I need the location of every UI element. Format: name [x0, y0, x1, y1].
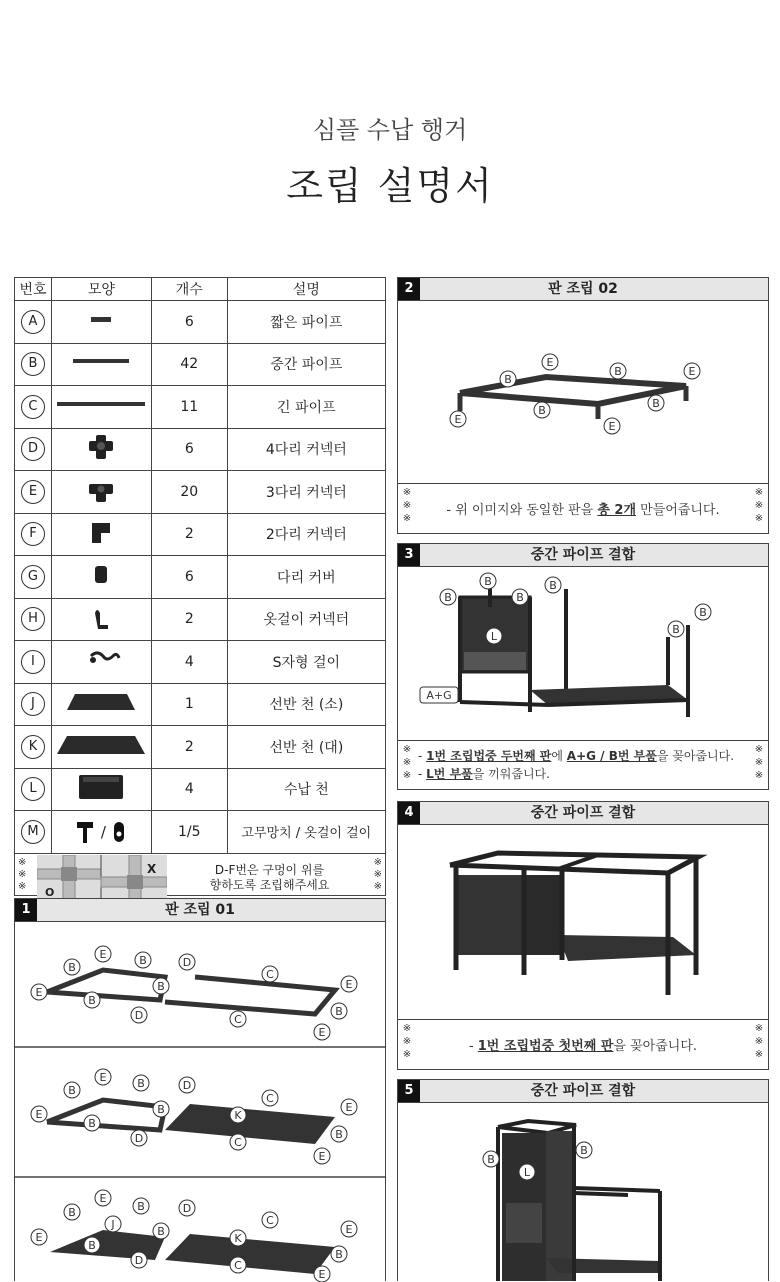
- part-id: F: [21, 522, 45, 546]
- middle-pipe-icon: [53, 347, 149, 377]
- svg-text:E: E: [345, 1101, 353, 1114]
- storage-cloth-icon: [53, 771, 149, 803]
- table-row: [15, 428, 386, 471]
- part-count: 1/5: [151, 811, 227, 854]
- col-count: 개수: [151, 278, 227, 301]
- table-row: [15, 811, 386, 854]
- svg-text:E: E: [345, 978, 353, 991]
- table-row: [15, 343, 386, 386]
- step-5-panel: [397, 1079, 769, 1281]
- svg-text:B: B: [538, 404, 546, 417]
- page-title: 조립 설명서: [286, 164, 494, 208]
- s-hook-icon: [53, 644, 149, 676]
- step-4-header: [398, 802, 768, 825]
- short-pipe-icon: [53, 305, 149, 335]
- note-marks: ※ ※ ※: [18, 856, 27, 892]
- part-count: 6: [151, 428, 227, 471]
- step-5-diagram: [398, 1103, 768, 1281]
- svg-text:B: B: [504, 373, 512, 386]
- step-1-diagram: [15, 922, 385, 1282]
- part-desc: 긴 파이프: [227, 386, 385, 429]
- connector-note-row: [15, 853, 386, 896]
- part-desc: 2다리 커넥터: [227, 513, 385, 556]
- svg-text:B: B: [68, 1084, 76, 1097]
- step-2-header: [398, 278, 768, 301]
- svg-text:C: C: [234, 1013, 242, 1026]
- part-id: L: [21, 777, 45, 801]
- long-pipe-icon: [53, 390, 149, 420]
- svg-text:D: D: [134, 1009, 144, 1022]
- svg-text:B: B: [580, 1144, 588, 1157]
- part-count: 4: [151, 641, 227, 684]
- svg-text:L: L: [490, 630, 498, 643]
- svg-text:E: E: [35, 1108, 43, 1121]
- svg-text:E: E: [688, 365, 696, 378]
- svg-text:B: B: [335, 1248, 343, 1261]
- svg-text:E: E: [546, 356, 554, 369]
- step-number: 1: [15, 899, 37, 921]
- large-shelf-cloth-icon: [53, 729, 149, 761]
- table-row: [15, 641, 386, 684]
- svg-text:B: B: [516, 591, 524, 604]
- part-id: J: [21, 692, 45, 716]
- table-row: [15, 683, 386, 726]
- svg-text:B: B: [137, 1077, 145, 1090]
- step-4-panel: [397, 801, 769, 1070]
- part-desc: 4다리 커넥터: [227, 428, 385, 471]
- svg-text:E: E: [345, 1223, 353, 1236]
- part-desc: 선반 천 (소): [227, 683, 385, 726]
- part-desc: S자형 걸이: [227, 641, 385, 684]
- svg-text:B: B: [88, 1239, 96, 1252]
- svg-text:B: B: [157, 1225, 165, 1238]
- table-header: [15, 278, 386, 301]
- table-row: [15, 386, 386, 429]
- part-desc: 짧은 파이프: [227, 301, 385, 344]
- step-5-header: [398, 1080, 768, 1103]
- svg-text:C: C: [266, 1092, 274, 1105]
- svg-text:E: E: [99, 948, 107, 961]
- part-id: I: [21, 650, 45, 674]
- four-way-connector-icon: [53, 431, 149, 463]
- svg-text:B: B: [157, 980, 165, 993]
- step-title: 중간 파이프 결합: [530, 1083, 636, 1099]
- part-id: C: [21, 395, 45, 419]
- svg-text:C: C: [234, 1259, 242, 1272]
- svg-text:E: E: [318, 1026, 326, 1039]
- svg-text:E: E: [35, 986, 43, 999]
- part-desc: 옷걸이 커넥터: [227, 598, 385, 641]
- part-id: A: [21, 310, 45, 334]
- part-count: 42: [151, 343, 227, 386]
- small-shelf-cloth-icon: [53, 686, 149, 718]
- svg-text:E: E: [318, 1150, 326, 1163]
- step-3-note: ※ ※ ※ - 1번 조립법중 두번째 판에 A+G / B번 부품을 꽂아줍니다. - L번 부품을 끼워줍니다. ※ ※ ※: [398, 740, 768, 790]
- note-line-2: 향하도록 조립해주세요: [209, 877, 330, 892]
- part-count: 2: [151, 598, 227, 641]
- part-count: 11: [151, 386, 227, 429]
- part-desc: 3다리 커넥터: [227, 471, 385, 514]
- svg-text:B: B: [549, 579, 557, 592]
- svg-text:K: K: [234, 1232, 242, 1245]
- part-count: 1: [151, 683, 227, 726]
- part-count: 2: [151, 726, 227, 769]
- svg-text:J: J: [111, 1218, 115, 1231]
- part-count: 4: [151, 768, 227, 811]
- svg-text:D: D: [182, 1202, 192, 1215]
- step-3-diagram: [398, 567, 768, 739]
- part-id: G: [21, 565, 45, 589]
- svg-text:B: B: [487, 1153, 495, 1166]
- col-desc: 설명: [227, 278, 385, 301]
- svg-text:C: C: [266, 968, 274, 981]
- svg-text:C: C: [234, 1136, 242, 1149]
- svg-text:L: L: [523, 1166, 531, 1179]
- svg-text:B: B: [444, 591, 452, 604]
- step-number: 5: [398, 1080, 420, 1102]
- part-id: H: [21, 607, 45, 631]
- note-text: - 1번 조립법중 두번째 판에 A+G / B번 부품을 꽂아줍니다. - L번 부품을 끼워줍니다.: [418, 749, 735, 781]
- svg-text:K: K: [234, 1109, 242, 1122]
- svg-text:E: E: [99, 1192, 107, 1205]
- svg-text:E: E: [454, 413, 462, 426]
- step-number: 3: [398, 544, 420, 566]
- part-id: M: [21, 820, 45, 844]
- col-number: 번호: [15, 278, 52, 301]
- parts-table: [14, 277, 386, 899]
- part-id: D: [21, 437, 45, 461]
- page-subtitle: 심플 수납 행거: [312, 116, 468, 144]
- note-text: - 위 이미지와 동일한 판을 총 2개 만들어줍니다.: [446, 503, 720, 518]
- svg-text:B: B: [68, 1206, 76, 1219]
- part-count: 6: [151, 556, 227, 599]
- part-desc: 고무망치 / 옷걸이 걸이: [227, 811, 385, 854]
- step-2-diagram: [398, 301, 768, 481]
- table-row: [15, 513, 386, 556]
- table-row: [15, 726, 386, 769]
- slash-separator: /: [100, 822, 106, 841]
- part-desc: 다리 커버: [227, 556, 385, 599]
- step-1-header: [15, 899, 385, 922]
- table-row: [15, 301, 386, 344]
- step-title: 판 조립 02: [548, 281, 618, 297]
- step-title: 판 조립 01: [165, 902, 235, 918]
- part-desc: 중간 파이프: [227, 343, 385, 386]
- step-3-header: [398, 544, 768, 567]
- svg-text:B: B: [88, 994, 96, 1007]
- hanger-hook-icon: [110, 819, 128, 845]
- svg-text:D: D: [182, 956, 192, 969]
- svg-text:B: B: [672, 623, 680, 636]
- note-line-1: D-F번은 구멍이 위를: [214, 862, 325, 877]
- three-way-connector-icon: [53, 474, 149, 506]
- part-desc: 수납 천: [227, 768, 385, 811]
- part-count: 20: [151, 471, 227, 514]
- svg-text:B: B: [614, 365, 622, 378]
- mallet-icon: [74, 819, 96, 845]
- note-text: - 1번 조립법중 첫번째 판을 꽂아줍니다.: [468, 1039, 698, 1054]
- step-1-panel: [14, 898, 386, 1281]
- ng-label: X: [147, 861, 157, 876]
- svg-text:E: E: [318, 1268, 326, 1281]
- two-way-connector-icon: [53, 516, 149, 548]
- step-2-note: ※ ※ ※ - 위 이미지와 동일한 판을 총 2개 만들어줍니다. ※ ※ ※: [398, 483, 768, 534]
- svg-text:B: B: [137, 1200, 145, 1213]
- svg-text:E: E: [99, 1071, 107, 1084]
- step-4-diagram: [398, 825, 768, 1019]
- table-row: [15, 598, 386, 641]
- hanger-connector-icon: [53, 601, 149, 633]
- step-4-note: ※ ※ ※ - 1번 조립법중 첫번째 판을 꽂아줍니다. ※ ※ ※: [398, 1019, 768, 1070]
- svg-text:D: D: [182, 1079, 192, 1092]
- part-id: B: [21, 352, 45, 376]
- part-id: K: [21, 735, 45, 759]
- table-row: [15, 768, 386, 811]
- step-title: 중간 파이프 결합: [530, 547, 636, 563]
- ok-label: O: [45, 885, 55, 899]
- svg-text:B: B: [157, 1103, 165, 1116]
- svg-text:E: E: [608, 420, 616, 433]
- note-marks: ※ ※ ※: [373, 856, 382, 892]
- step-3-panel: [397, 543, 769, 790]
- svg-text:B: B: [68, 961, 76, 974]
- step-number: 2: [398, 278, 420, 300]
- col-shape: 모양: [51, 278, 151, 301]
- svg-text:B: B: [484, 575, 492, 588]
- step-2-panel: [397, 277, 769, 534]
- svg-text:D: D: [134, 1132, 144, 1145]
- svg-text:B: B: [88, 1117, 96, 1130]
- svg-text:B: B: [335, 1128, 343, 1141]
- a-plus-g-tag: A+G: [426, 689, 452, 702]
- table-row: [15, 471, 386, 514]
- svg-text:D: D: [134, 1254, 144, 1267]
- svg-text:B: B: [335, 1005, 343, 1018]
- svg-text:C: C: [266, 1214, 274, 1227]
- part-count: 6: [151, 301, 227, 344]
- svg-text:B: B: [139, 954, 147, 967]
- svg-text:E: E: [35, 1231, 43, 1244]
- svg-text:B: B: [652, 397, 660, 410]
- step-title: 중간 파이프 결합: [530, 805, 636, 821]
- part-id: E: [21, 480, 45, 504]
- step-number: 4: [398, 802, 420, 824]
- part-desc: 선반 천 (대): [227, 726, 385, 769]
- part-count: 2: [151, 513, 227, 556]
- leg-cover-icon: [53, 559, 149, 591]
- svg-text:B: B: [699, 606, 707, 619]
- table-row: [15, 556, 386, 599]
